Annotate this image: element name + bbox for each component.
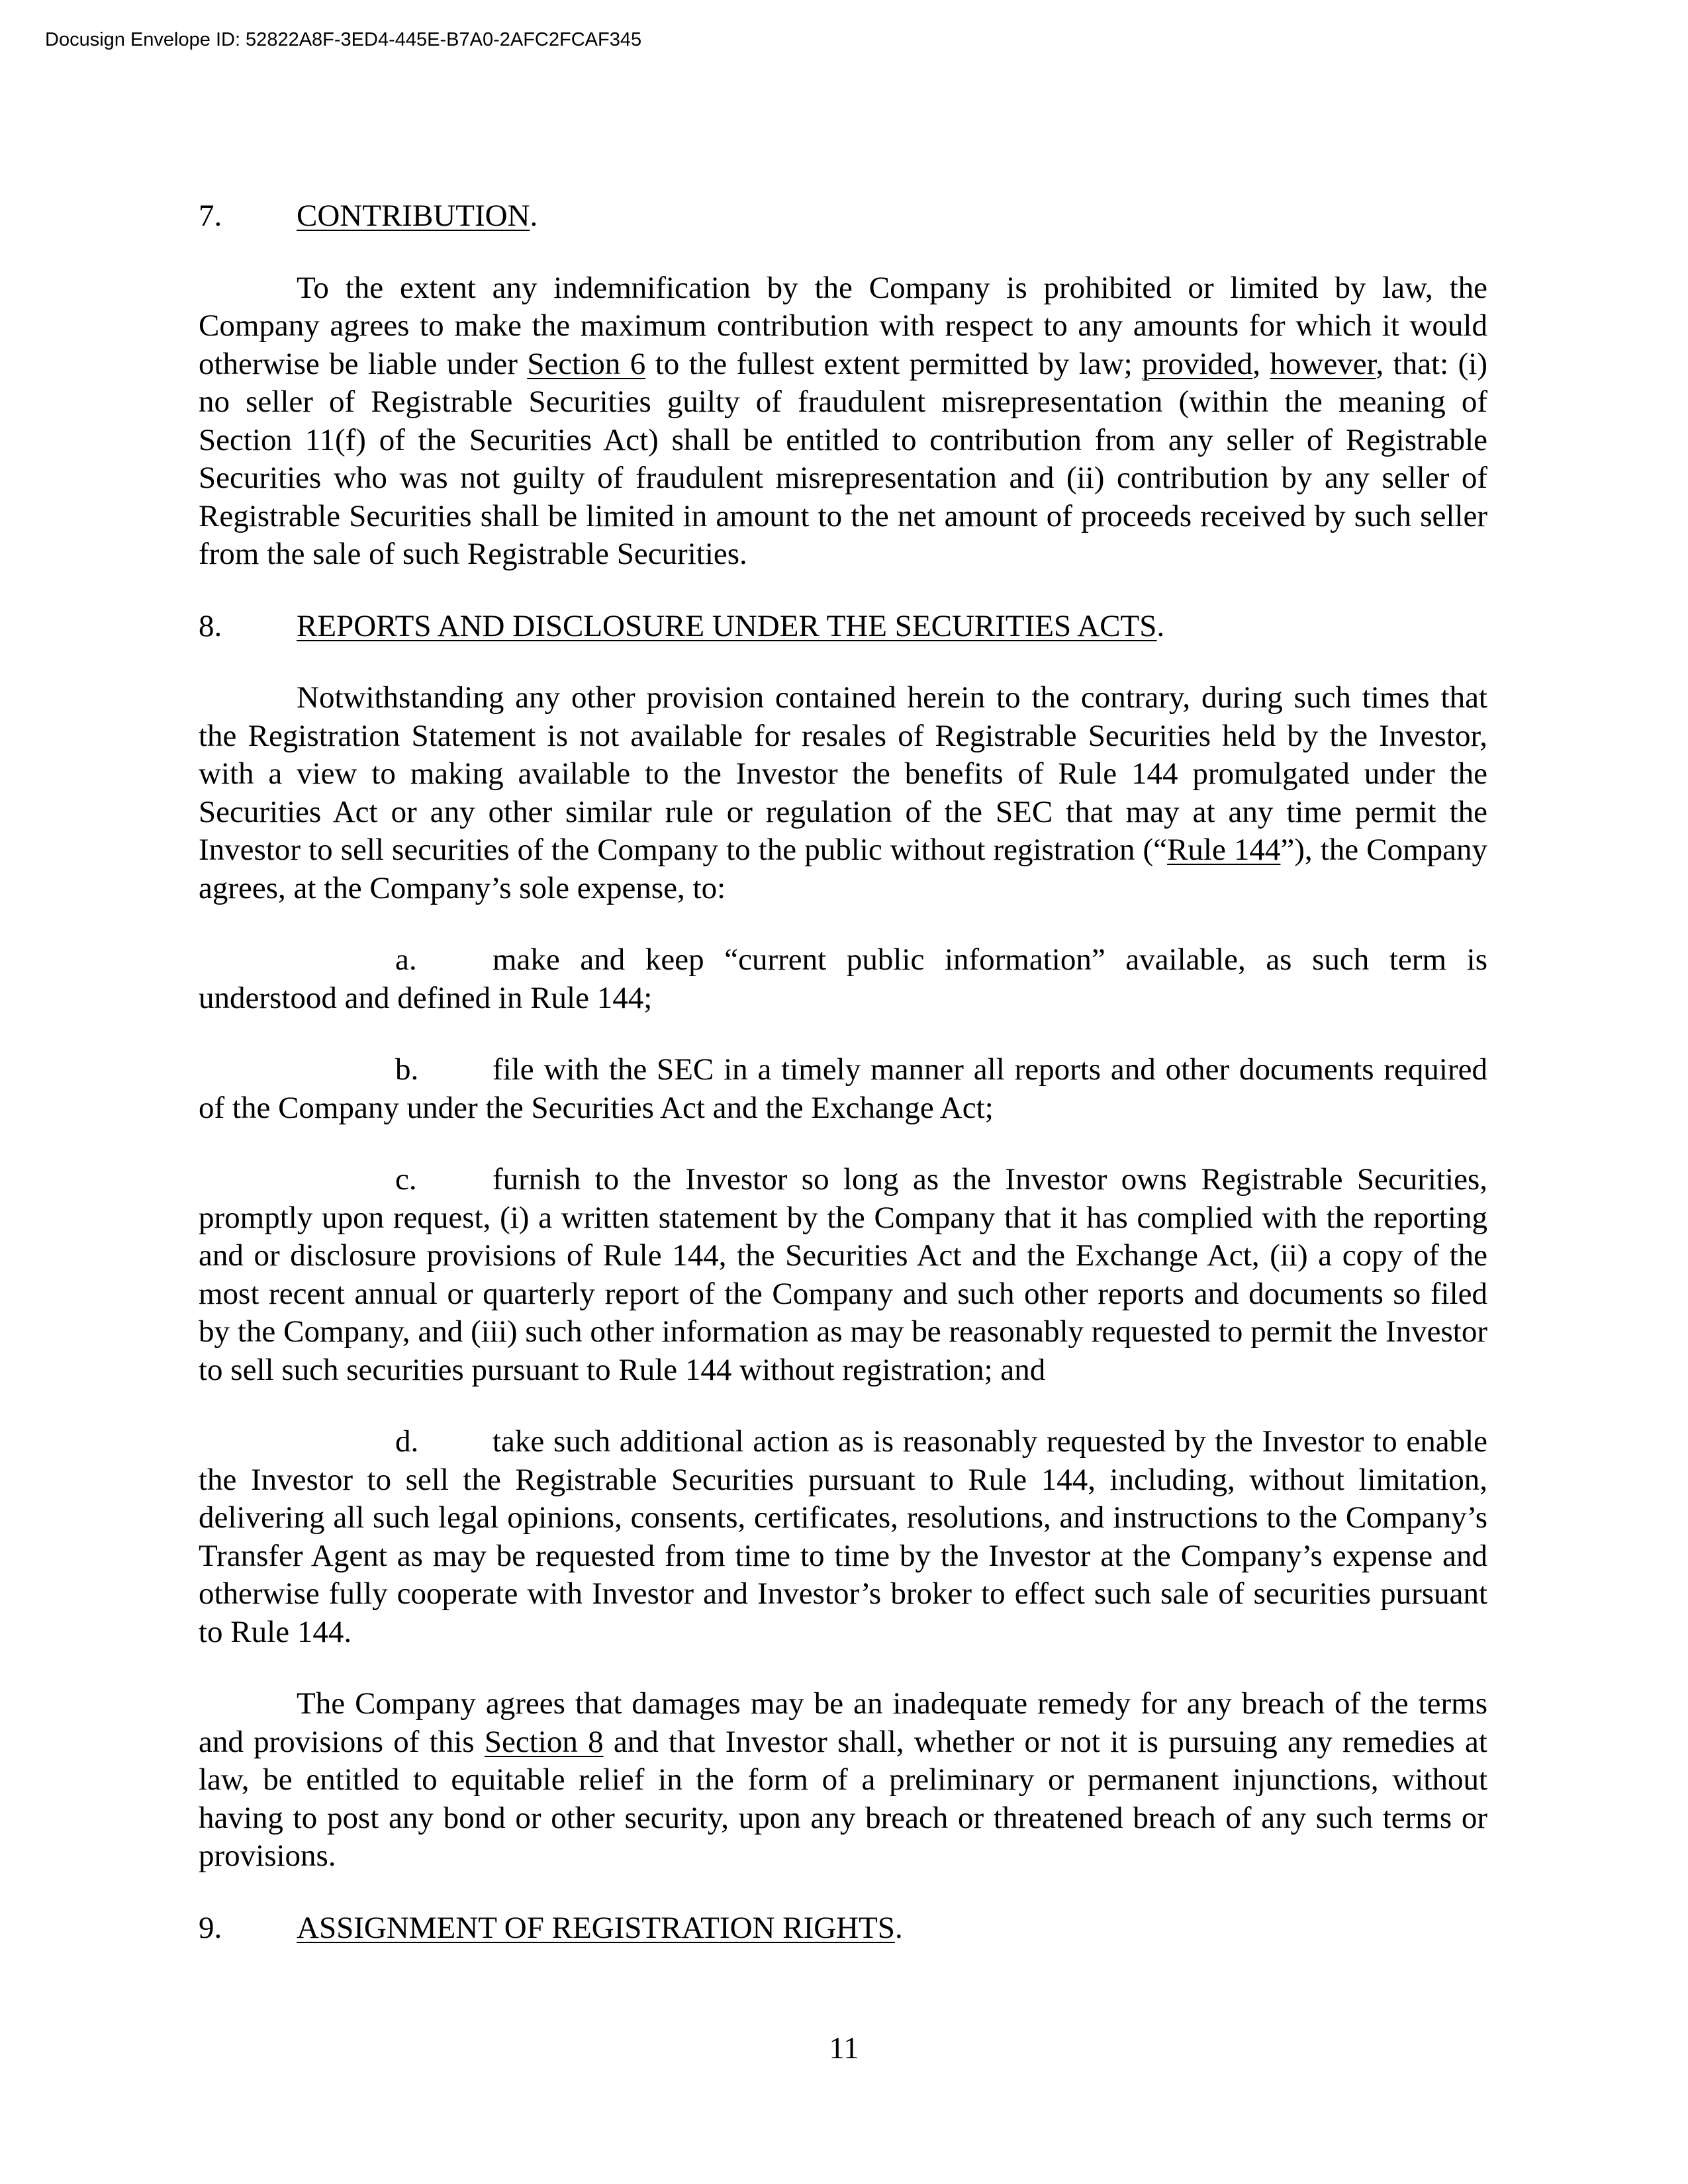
heading-period: . bbox=[1156, 608, 1165, 643]
rule-144-defined-term: Rule 144 bbox=[1167, 833, 1281, 867]
document-body bbox=[199, 197, 1487, 1947]
section-title: CONTRIBUTION bbox=[297, 199, 530, 233]
heading-period: . bbox=[894, 1910, 903, 1945]
section-number: 7. bbox=[199, 199, 222, 233]
section-number: 8. bbox=[199, 608, 222, 643]
item-text: furnish to the Investor so long as the Investor owns Registrable Securities, promptly upon request, (i) a written statement by the Company that it has complied with the reporting and or disclosure provisions of Rule 144, the Securities Act and the Exchange Act, (ii) a copy of the most recent annual or quarterly report of the Company and such other reports and documents so filed by the Company, and (iii) such other information as may be reasonably requested to permit the Investor to sell such securities pursuant to Rule 144 without registration; and bbox=[199, 1162, 1487, 1387]
provided-term: provided bbox=[1142, 346, 1253, 381]
list-item-a bbox=[199, 941, 1487, 1017]
list-item-d bbox=[199, 1423, 1487, 1651]
list-item-c bbox=[199, 1161, 1487, 1389]
item-text: take such additional action as is reasonably requested by the Investor to enable the Investor to sell the Registrable Securities pursuant to Rule 144, including, without limitation, delivering all such legal opinions, consents, certificates, resolutions, and instructions to the Company’s Transfer Agent as may be requested from time to time by the Investor at the Company’s expense and otherwise fully cooperate with Investor and Investor’s broker to effect such sale of securities pursuant to Rule 144. bbox=[199, 1424, 1487, 1649]
contribution-paragraph: To the extent any indemnification by the Company is prohibited or limited by law, the Company agrees to make the maximum contribution with respect to any amounts for which it would otherwise be liable under Section 6 to the fullest extent permitted by law; provided, however, that: (i) no seller of Registrable Securities guilty of fraudulent misrepresentation (within the meaning of Section 11(f) of the Securities Act) shall be entitled to contribution from any seller of Registrable Securities who was not guilty of fraudulent misrepresentation and (ii) contribution by any seller of Registrable Securities shall be limited in amount to the net amount of proceeds received by such seller from the sale of such Registrable Securities. bbox=[199, 270, 1487, 571]
envelope-id: Docusign Envelope ID: 52822A8F-3ED4-445E-B7A0-2AFC2FCAF345 bbox=[45, 29, 642, 50]
section-number: 9. bbox=[199, 1910, 222, 1945]
section-6-reference: Section 6 bbox=[527, 346, 646, 381]
item-letter: a. bbox=[395, 942, 417, 977]
list-item-b bbox=[199, 1051, 1487, 1127]
item-letter: d. bbox=[395, 1424, 419, 1459]
section-title: ASSIGNMENT OF REGISTRATION RIGHTS bbox=[297, 1910, 895, 1945]
remedy-paragraph: The Company agrees that damages may be an inadequate remedy for any breach of the terms and provisions of this Section 8 and that Investor shall, whether or not it is pursuing any remedies at law, be entitled to equitable relief in the form of a preliminary or permanent injunctions, without having to post any bond or other security, upon any breach or threatened breach of any such terms or provisions. bbox=[199, 1686, 1487, 1873]
section-7-heading bbox=[199, 197, 1487, 236]
section-9-heading bbox=[199, 1909, 1487, 1948]
section-8-heading bbox=[199, 608, 1487, 646]
item-text: make and keep “current public information” available, as such term is understood and defined in Rule 144; bbox=[199, 942, 1487, 1015]
heading-period: . bbox=[530, 199, 538, 233]
reports-intro-paragraph: Notwithstanding any other provision contained herein to the contrary, during such times that the Registration Statement is not available for resales of Registrable Securities held by the Investor, with a view to making available to the Investor the benefits of Rule 144 promulgated under the Securities Act or any other similar rule or regulation of the SEC that may at any time permit the Investor to sell securities of the Company to the public without registration (“Rule 144”), the Company agrees, at the Company’s sole expense, to: bbox=[199, 680, 1487, 905]
however-term: however bbox=[1270, 346, 1376, 381]
section-8-reference: Section 8 bbox=[484, 1724, 604, 1759]
item-text: file with the SEC in a timely manner all reports and other documents required of the Company under the Securities Act and the Exchange Act; bbox=[199, 1052, 1487, 1125]
page-number: 11 bbox=[829, 2031, 859, 2066]
item-letter: c. bbox=[395, 1162, 417, 1197]
section-title: REPORTS AND DISCLOSURE UNDER THE SECURITIES ACTS bbox=[297, 608, 1157, 643]
item-letter: b. bbox=[395, 1052, 419, 1087]
